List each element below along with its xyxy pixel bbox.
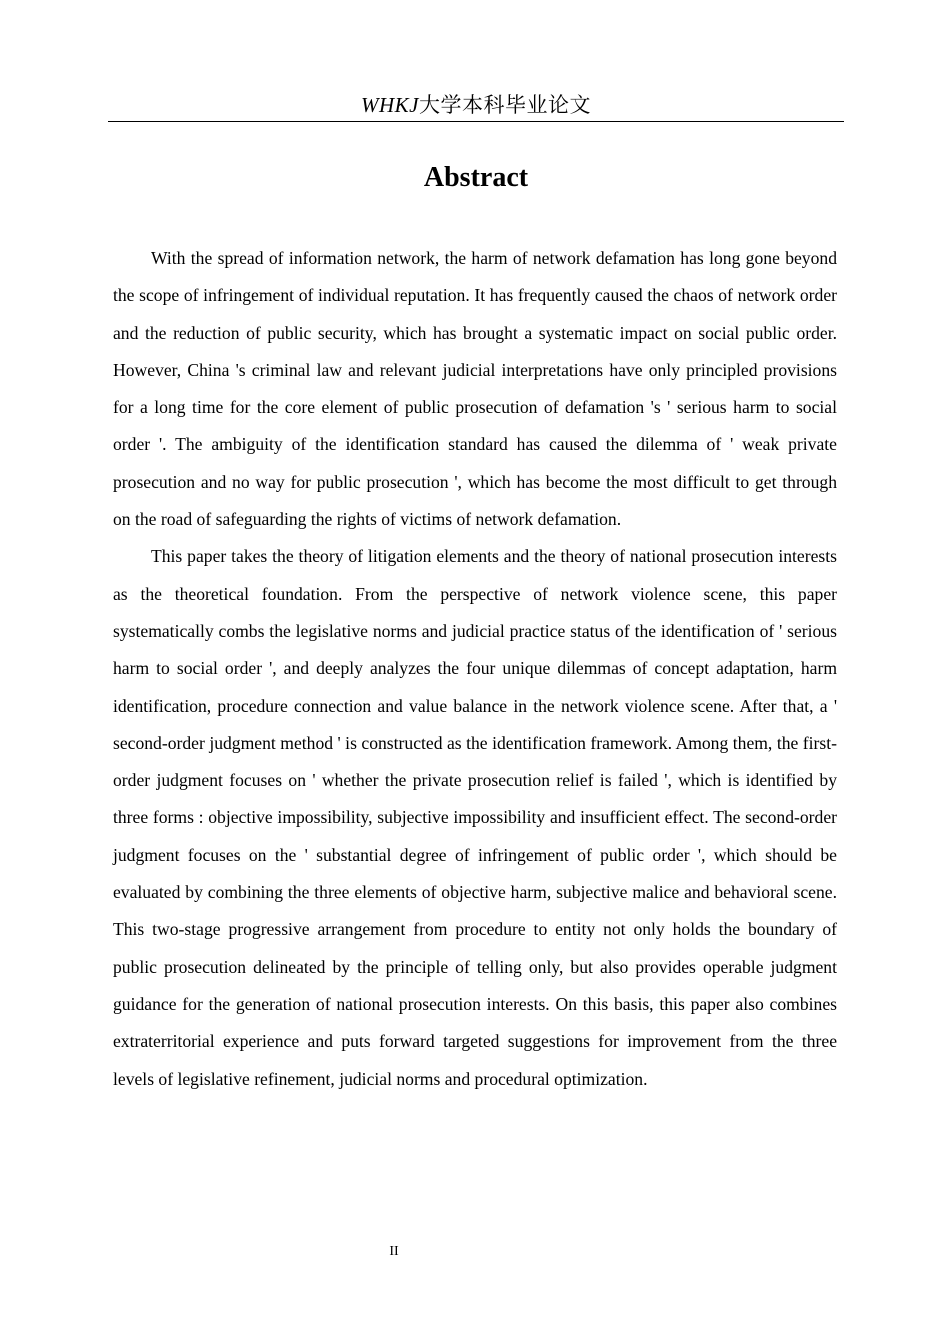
abstract-body [113,240,837,1098]
header-thesis-label: 大学本科毕业论文 [419,93,591,117]
header-university-code: WHKJ [361,93,419,117]
abstract-paragraph-2: This paper takes the theory of litigation elements and the theory of national prosecution interests as the theoretical foundation. From the perspective of network violence scene, this paper systematically combs the legislative norms and judicial practice status of the identification of ' serious harm to social order ', and deeply analyzes the four unique dilemmas of concept adaptation, harm identification, procedure connection and value balance in the network violence scene. After that, a ' second-order judgment method ' is constructed as the identification framework. Among them, the first-order judgment focuses on ' whether the private prosecution relief is failed ', which is identified by three forms : objective impossibility, subjective impossibility and insufficient effect. The second-order judgment focuses on the ' substantial degree of infringement of public order ', which should be evaluated by combining the three elements of objective harm, subjective malice and behavioral scene. This two-stage progressive arrangement from procedure to entity not only holds the boundary of public prosecution delineated by the principle of telling only, but also provides operable judgment guidance for the generation of national prosecution interests. On this basis, this paper also combines extraterritorial experience and puts forward targeted suggestions for improvement from the three levels of legislative refinement, judicial norms and procedural optimization. [113,546,837,1089]
running-header [108,90,844,122]
page-title: Abstract [423,162,529,193]
page-number: II [389,1244,399,1259]
abstract-paragraph-1: With the spread of information network, the harm of network defamation has long gone beyond the scope of infringement of individual reputation. It has frequently caused the chaos of network order and the reduction of public security, which has brought a systematic impact on social public order. However, China 's criminal law and relevant judicial interpretations have only principled provisions for a long time for the core element of public prosecution of defamation 's ' serious harm to social order '. The ambiguity of the identification standard has caused the dilemma of ' weak private prosecution and no way for public prosecution ', which has become the most difficult to get through on the road of safeguarding the rights of victims of network defamation. [113,248,837,530]
